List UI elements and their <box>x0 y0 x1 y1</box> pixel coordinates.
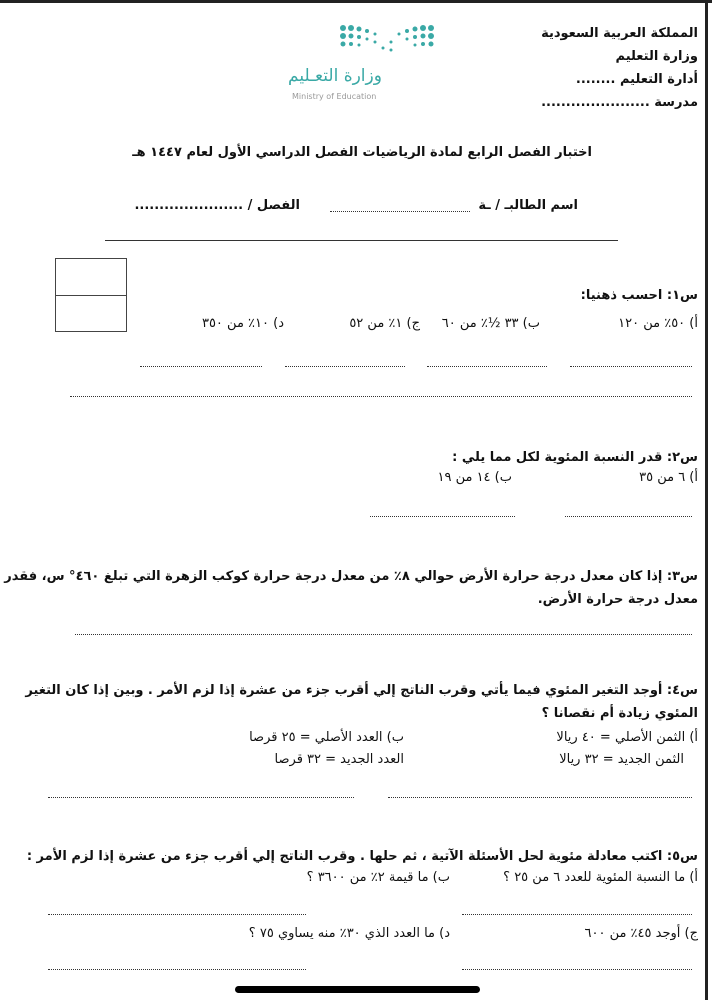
q4-b-new: العدد الجديد = ٣٢ قرصا <box>274 752 404 767</box>
score-box <box>55 258 127 332</box>
q1-answer-a[interactable] <box>570 366 692 367</box>
q2-answer-a[interactable] <box>565 516 692 517</box>
q2-answer-b[interactable] <box>370 516 515 517</box>
q1-answer-d[interactable] <box>140 366 262 367</box>
q2-heading: س٢: قدر النسبة المئوية لكل مما يلي : <box>452 450 698 465</box>
header-country: المملكة العربية السعودية <box>541 26 698 41</box>
student-name-field[interactable] <box>330 211 470 212</box>
header-school: مدرسة ...................... <box>541 95 698 110</box>
q1-item-a: أ) ٥٠٪ من ١٢٠ <box>618 316 698 331</box>
divider <box>105 240 618 241</box>
q3-line1: س٣: إذا كان معدل درجة حرارة الأرض حوالي ٨٪ من معدل درجة حرارة كوكب الزهرة التي تبلغ ٤٦٠° س، فقدر <box>4 569 698 584</box>
q5-heading: س٥: اكتب معادلة مئوية لحل الأسئلة الآتية ، ثم حلها . وقرب الناتج إلي أقرب جزء من عشرة إذا لزم الأمر : <box>26 849 698 864</box>
student-name-label: اسم الطالبـ / ـة <box>478 198 578 213</box>
q4-a-new: الثمن الجديد = ٣٢ ريالا <box>559 752 684 767</box>
q1-item-d: د) ١٠٪ من ٣٥٠ <box>201 316 284 331</box>
q5-item-b: ب) ما قيمة ٢٪ من ٣٦٠٠ ؟ <box>306 870 450 885</box>
score-box-divider <box>56 295 126 296</box>
q5-answer-c[interactable] <box>462 969 692 970</box>
q1-item-c: ج) ١٪ من ٥٢ <box>349 316 420 331</box>
header-ministry: وزارة التعليم <box>615 49 698 64</box>
q4-answer-b[interactable] <box>48 797 354 798</box>
home-indicator[interactable] <box>235 986 480 993</box>
q1-item-b: ب) ٣٣ ½٪ من ٦٠ <box>441 316 540 331</box>
page-border-right <box>705 0 708 1000</box>
q4-a-original: أ) الثمن الأصلي = ٤٠ ريالا <box>556 730 698 745</box>
q1-answer-b[interactable] <box>427 366 547 367</box>
q1-work-line[interactable] <box>70 396 692 397</box>
header-directorate: أدارة التعليم ........ <box>575 72 698 87</box>
q4-answer-a[interactable] <box>388 797 692 798</box>
q4-b-original: ب) العدد الأصلي = ٢٥ قرصا <box>249 730 404 745</box>
q4-line1: س٤: أوجد التغير المئوي فيما يأتي وقرب الناتج إلي أقرب جزء من عشرة إذا لزم الأمر . وبين إذا كان التغير <box>25 683 698 698</box>
q4-line2: المئوي زيادة أم نقصانا ؟ <box>541 706 698 721</box>
exam-title: اختبار الفصل الرابع لمادة الرياضيات الفصل الدراسي الأول لعام ١٤٤٧ هـ <box>132 145 592 160</box>
q3-answer[interactable] <box>75 634 692 635</box>
q1-heading: س١: احسب ذهنيا: <box>580 288 698 303</box>
q5-item-a: أ) ما النسبة المئوية للعدد ٦ من ٢٥ ؟ <box>503 870 698 885</box>
q5-answer-d[interactable] <box>48 969 306 970</box>
q5-item-c: ج) أوجد ٤٥٪ من ٦٠٠ <box>584 926 698 941</box>
q1-answer-c[interactable] <box>285 366 405 367</box>
q2-item-a: أ) ٦ من ٣٥ <box>639 470 698 485</box>
q3-line2: معدل درجة حرارة الأرض. <box>537 592 698 607</box>
q5-item-d: د) ما العدد الذي ٣٠٪ منه يساوي ٧٥ ؟ <box>248 926 450 941</box>
page-border-top <box>0 0 712 3</box>
q5-answer-a[interactable] <box>462 914 692 915</box>
q2-item-b: ب) ١٤ من ١٩ <box>437 470 512 485</box>
class-label: الفصل / ...................... <box>134 198 300 213</box>
logo-arabic-text: وزارة التعـليم <box>288 66 382 86</box>
logo-english-text: Ministry of Education <box>292 92 377 101</box>
q5-answer-b[interactable] <box>48 914 306 915</box>
